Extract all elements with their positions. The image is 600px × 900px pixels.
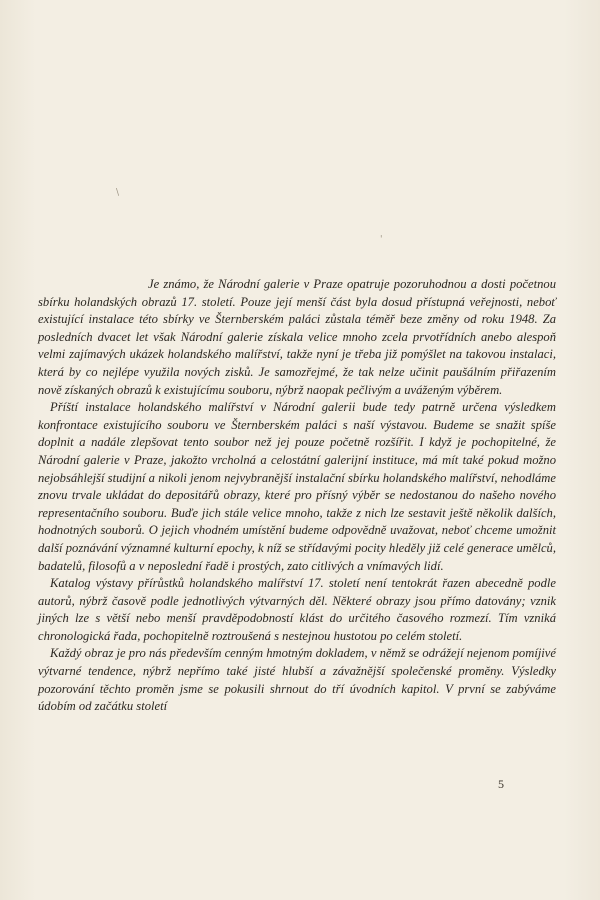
page-number: 5 xyxy=(498,777,504,791)
body-text xyxy=(38,276,556,716)
tick-mark: ' xyxy=(380,235,383,245)
paragraph-3: Katalog výstavy přírůstků holandského malířství 17. století není tentokrát řazen abecedně podle autorů, nýbrž časově podle jednotlivých výtvarných děl. Některé obrazy jsou přímo datovány; vznik jiných lze s větší nebo menší pravděpodobností klást do určitého časového rozmezí. Tím vzniká chronologická řada, pochopitelně roztroušená s nestejnou hustotou po celém století. xyxy=(38,576,556,643)
paragraph-2: Příští instalace holandského malířství v Národní galerii bude tedy patrně určena výsledkem konfrontace existujícího souboru ve Šternberském paláci s naší výstavou. Budeme se snažit spíše doplnit a nadále zlepšovat tento soubor než jej pouze početně rozšířit. I když je pochopitelné, že Národní galerie v Praze, jakožto vrcholná a celostátní galerijní instituce, má mít také pokud možno nejobsáhlejší studijní a nikoli jenom nejvybranější instalační sbírku holandského malířství, nehodláme znovu trvale ukládat do depositářů obrazy, které pro přísný výběr se nedostanou do našeho nového representačního souboru. Buďe jich stále velice mnoho, takže z nich lze sestavit ještě několik dalších, hodnotných souborů. O jejich vhodném umístění budeme odpovědně uvažovat, neboť chceme umožnit další poznávání významné kulturní epochy, k níž se střídavými pocity hleděly již celé generace umělců, badatelů, filosofů a v neposlední řadě i prostých, zato citlivých a vnímavých lidí. xyxy=(38,400,556,573)
paragraph-1: Je známo, že Národní galerie v Praze opatruje pozoruhodnou a dosti početnou sbírku holandských obrazů 17. století. Pouze její menší část byla dosud přístupná veřejnosti, neboť existující instalace této sbírky ve Šternberském paláci zůstala téměř beze změny od roku 1948. Za posledních dvacet let však Národní galerie získala velice mnoho zcela prvotřídních anebo alespoň velmi zajímavých ukázek holandského malířství, takže nyní je třeba již pomýšlet na takovou instalaci, která by co nejlépe využila nových zisků. Je samozřejmé, že tak nelze učinit paušálním přiřazením nově získaných obrazů k existujícímu souboru, nýbrž naopak pečlivým a uváženým výběrem. xyxy=(38,277,556,397)
stray-mark: \ xyxy=(116,188,120,198)
paragraph-4: Každý obraz je pro nás především cenným hmotným dokladem, v němž se odrážejí nejenom pomíjivé výtvarné tendence, nýbrž nepřímo také jisté hlubší a závažnější společenské proměny. Výsledky pozorování těchto proměn jsme se pokusili shrnout do tří úvodních kapitol. V první se zabýváme údobím od začátku století xyxy=(38,646,556,714)
